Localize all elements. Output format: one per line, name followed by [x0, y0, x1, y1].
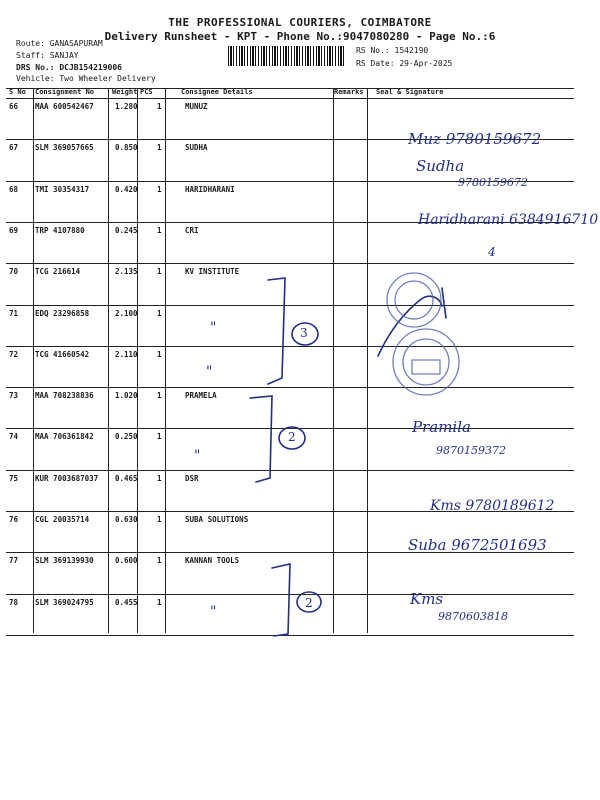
- cell-sno: 72: [9, 349, 19, 359]
- cell-weight: 2.100: [115, 308, 138, 318]
- ditto-mark-74: ": [194, 448, 201, 464]
- cell-consignee: KANNAN TOOLS: [185, 556, 240, 566]
- cell-consignment: KUR 7003687037: [35, 473, 99, 483]
- cell-consignment: TMI 30354317: [35, 184, 90, 194]
- cell-pcs: 1: [157, 515, 162, 524]
- header-consignment: Consignment No: [35, 88, 95, 96]
- cell-weight: 0.455: [115, 597, 138, 607]
- cell-sno: 69: [9, 225, 19, 235]
- header-sno: S No: [9, 88, 26, 96]
- brace-count-1: 3: [300, 326, 308, 340]
- cell-consignee: MUNUZ: [185, 102, 208, 111]
- signature-67: Sudha: [416, 157, 465, 175]
- cell-pcs: 1: [157, 102, 162, 111]
- cell-pcs: 1: [157, 349, 162, 359]
- cell-consignee: KV INSTITUTE: [185, 267, 240, 277]
- cell-pcs: 1: [157, 184, 162, 194]
- document-title: THE PROFESSIONAL COURIERS, COIMBATORE: [168, 16, 432, 29]
- cell-consignment: SLM 369139930: [35, 556, 94, 566]
- cell-weight: 0.250: [115, 432, 138, 442]
- signature-76: Suba 9672501693: [408, 536, 547, 554]
- header-consignee: Consignee Details: [181, 88, 253, 96]
- cell-sno: 75: [9, 473, 19, 483]
- cell-consignment: EDQ 23296858: [35, 308, 90, 318]
- route-label: Route: GANASAPURAM: [16, 39, 103, 48]
- signature-69: 4: [488, 245, 496, 259]
- cell-pcs: 1: [157, 597, 162, 607]
- cell-pcs: 1: [157, 391, 162, 401]
- cell-consignee: HARIDHARANI: [185, 184, 235, 194]
- cell-weight: 0.245: [115, 225, 138, 235]
- cell-sno: 71: [9, 308, 19, 318]
- cell-pcs: 1: [157, 143, 162, 153]
- ditto-mark-72: ": [206, 364, 213, 380]
- cell-consignment: MAA 600542467: [35, 102, 94, 111]
- cell-pcs: 1: [157, 473, 162, 483]
- header-remarks: Remarks: [334, 88, 364, 96]
- cell-weight: 1.280: [115, 102, 138, 111]
- cell-sno: 68: [9, 184, 19, 194]
- cell-sno: 70: [9, 267, 19, 277]
- signature-67-phone: 9780159672: [458, 176, 528, 189]
- cell-consignment: TCG 41660542: [35, 349, 90, 359]
- cell-weight: 2.110: [115, 349, 138, 359]
- brace-count-3: 2: [305, 596, 313, 610]
- signature-78: Kms: [410, 590, 444, 608]
- cell-consignment: TCG 216614: [35, 267, 81, 277]
- rs-number: RS No.: 1542190: [356, 46, 429, 55]
- ditto-mark-78: ": [210, 604, 217, 620]
- signature-75: Kms 9780189612: [430, 498, 555, 514]
- cell-weight: 0.600: [115, 556, 138, 566]
- drs-label: DRS No.: DCJB154219006: [16, 63, 122, 72]
- cell-weight: 2.135: [115, 267, 138, 277]
- cell-consignee: CRI: [185, 225, 199, 235]
- cell-consignment: MAA 708238836: [35, 391, 94, 401]
- cell-pcs: 1: [157, 225, 162, 235]
- cell-weight: 0.420: [115, 184, 138, 194]
- signature-73-phone: 9870159372: [436, 444, 506, 457]
- header-seal-signature: Seal & Signature: [376, 88, 444, 96]
- document-subtitle: Delivery Runsheet - KPT - Phone No.:9047080280 - Page No.:6: [104, 30, 496, 43]
- cell-consignment: SLM 369057665: [35, 143, 94, 153]
- cell-consignment: TRP 4107880: [35, 225, 85, 235]
- cell-sno: 74: [9, 432, 19, 442]
- cell-pcs: 1: [157, 556, 162, 566]
- staff-label: Staff: SANJAY: [16, 51, 79, 60]
- cell-consignment: CGL 20035714: [35, 515, 90, 524]
- cell-consignee: SUDHA: [185, 143, 208, 153]
- rs-date: RS Date: 29-Apr-2025: [356, 59, 453, 68]
- cell-consignment: SLM 369024795: [35, 597, 94, 607]
- cell-weight: 1.020: [115, 391, 138, 401]
- cell-sno: 77: [9, 556, 19, 566]
- brace-count-2: 2: [288, 430, 296, 444]
- header-pcs: PCS: [140, 88, 153, 96]
- ditto-mark-71: ": [210, 320, 217, 336]
- cell-pcs: 1: [157, 267, 162, 277]
- cell-consignee: PRAMELA: [185, 391, 217, 401]
- cell-sno: 67: [9, 143, 19, 153]
- cell-pcs: 1: [157, 432, 162, 442]
- cell-consignee: SUBA SOLUTIONS: [185, 515, 249, 524]
- cell-sno: 76: [9, 515, 19, 524]
- signature-68: Haridharani 6384916710: [418, 212, 599, 228]
- header-weight: Weight: [112, 88, 138, 96]
- cell-pcs: 1: [157, 308, 162, 318]
- cell-sno: 66: [9, 102, 19, 111]
- cell-consignee: DSR: [185, 473, 199, 483]
- cell-weight: 0.630: [115, 515, 138, 524]
- cell-consignment: MAA 706361842: [35, 432, 94, 442]
- cell-weight: 0.465: [115, 473, 138, 483]
- cell-weight: 0.850: [115, 143, 138, 153]
- vehicle-label: Vehicle: Two Wheeler Delivery: [16, 74, 156, 83]
- signature-78-phone: 9870603818: [438, 610, 508, 623]
- signature-66: Muz 9780159672: [408, 130, 542, 148]
- cell-sno: 73: [9, 391, 19, 401]
- cell-sno: 78: [9, 597, 19, 607]
- signature-73: Pramila: [412, 418, 471, 436]
